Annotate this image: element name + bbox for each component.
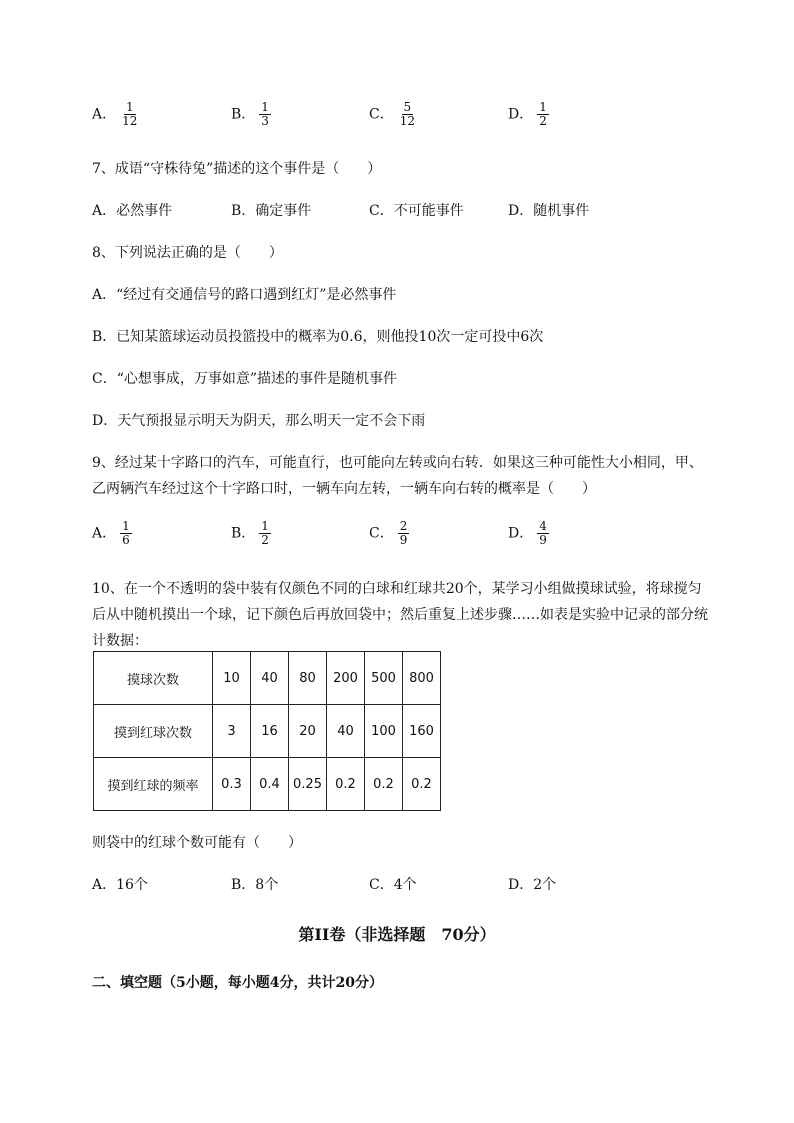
q9-option-c	[369, 520, 409, 547]
table-cell: 500	[365, 652, 403, 705]
numerator: 1	[122, 519, 130, 533]
row-header: 摸到红球次数	[94, 705, 213, 758]
q10-option-d: D．2个	[508, 877, 557, 893]
option-label: A．	[92, 106, 117, 123]
q9-stem-line2: 乙两辆汽车经过这个十字路口时，一辆车向左转，一辆车向右转的概率是（ ）	[92, 481, 596, 497]
q7-option-c: C．不可能事件	[369, 203, 464, 219]
q7-option-a: A．必然事件	[92, 203, 173, 219]
fraction	[259, 520, 271, 547]
table-cell: 40	[327, 705, 365, 758]
q8-option-d: D．天气预报显示明天为阴天，那么明天一定不会下雨	[92, 413, 426, 429]
table-cell: 0.2	[403, 758, 441, 811]
fraction	[398, 520, 410, 547]
row-header: 摸球次数	[94, 652, 213, 705]
section-title: 第II卷（非选择题 70分）	[298, 925, 496, 944]
experiment-table	[93, 651, 441, 811]
q9-option-a	[92, 520, 132, 547]
fraction	[120, 520, 132, 547]
table-cell: 3	[213, 705, 251, 758]
table-cell: 10	[213, 652, 251, 705]
row-header: 摸到红球的频率	[94, 758, 213, 811]
option-label: B．	[231, 106, 256, 123]
q7-stem: 7、成语“守株待兔”描述的这个事件是（ ）	[92, 161, 382, 177]
table-cell: 160	[403, 705, 441, 758]
q6-option-b	[231, 101, 271, 128]
table-cell: 0.2	[327, 758, 365, 811]
q7-option-b: B．确定事件	[231, 203, 312, 219]
option-label: A．	[92, 525, 117, 542]
table-row	[94, 652, 441, 705]
option-label: D．	[508, 525, 534, 542]
option-label: C．	[369, 106, 394, 123]
fraction	[537, 101, 549, 128]
q8-option-c: C．“心想事成，万事如意”描述的事件是随机事件	[92, 371, 398, 387]
table-cell: 0.3	[213, 758, 251, 811]
table-cell: 0.25	[289, 758, 327, 811]
q10-stem-line2: 后从中随机摸出一个球，记下颜色后再放回袋中；然后重复上述步骤……如表是实验中记录的部分统	[92, 607, 708, 623]
denominator: 2	[539, 114, 547, 128]
q10-question: 则袋中的红球个数可能有（ ）	[92, 835, 302, 851]
table-row	[94, 758, 441, 811]
q9-option-b	[231, 520, 271, 547]
numerator: 1	[125, 100, 134, 114]
table-cell: 80	[289, 652, 327, 705]
denominator: 9	[539, 533, 547, 547]
numerator: 5	[403, 100, 412, 114]
table-cell: 16	[251, 705, 289, 758]
denominator: 12	[399, 114, 415, 128]
table-cell: 100	[365, 705, 403, 758]
option-label: C．	[369, 525, 394, 542]
table-cell: 0.2	[365, 758, 403, 811]
fraction	[259, 101, 271, 128]
table-cell: 0.4	[251, 758, 289, 811]
section-two-heading: 二、填空题（5小题，每小题4分，共计20分）	[92, 975, 383, 991]
q9-option-d	[508, 520, 549, 547]
table-row	[94, 705, 441, 758]
denominator: 12	[122, 114, 138, 128]
fraction	[537, 520, 549, 547]
numerator: 1	[261, 519, 269, 533]
q6-option-d	[508, 101, 549, 128]
numerator: 4	[539, 519, 547, 533]
q10-option-b: B．8个	[231, 877, 279, 893]
denominator: 6	[122, 533, 130, 547]
option-label: D．	[508, 106, 534, 123]
q10-option-c: C．4个	[369, 877, 417, 893]
table-cell: 40	[251, 652, 289, 705]
denominator: 2	[261, 533, 269, 547]
q9-stem-line1: 9、经过某十字路口的汽车，可能直行，也可能向左转或向右转．如果这三种可能性大小相同，甲、	[92, 455, 703, 471]
denominator: 3	[261, 114, 269, 128]
numerator: 1	[539, 100, 547, 114]
q10-stem-line1: 10、在一个不透明的袋中装有仅颜色不同的白球和红球共20个，某学习小组做摸球试验，将球搅匀	[92, 581, 702, 597]
numerator: 1	[261, 100, 269, 114]
fraction	[398, 101, 417, 128]
option-label: B．	[231, 525, 256, 542]
table-cell: 800	[403, 652, 441, 705]
table-cell: 20	[289, 705, 327, 758]
q7-option-d: D．随机事件	[508, 203, 590, 219]
numerator: 2	[399, 519, 408, 533]
q10-stem-line3: 计数据：	[92, 633, 148, 649]
q10-option-a: A．16个	[92, 877, 148, 893]
q6-option-c	[369, 101, 417, 128]
denominator: 9	[399, 533, 408, 547]
fraction	[120, 101, 139, 128]
q8-stem: 8、下列说法正确的是（ ）	[92, 245, 283, 261]
q8-option-b: B．已知某篮球运动员投篮投中的概率为0.6，则他投10次一定可投中6次	[92, 329, 544, 345]
table-cell: 200	[327, 652, 365, 705]
q6-option-a	[92, 101, 139, 128]
q8-option-a: A．“经过有交通信号的路口遇到红灯”是必然事件	[92, 287, 397, 303]
